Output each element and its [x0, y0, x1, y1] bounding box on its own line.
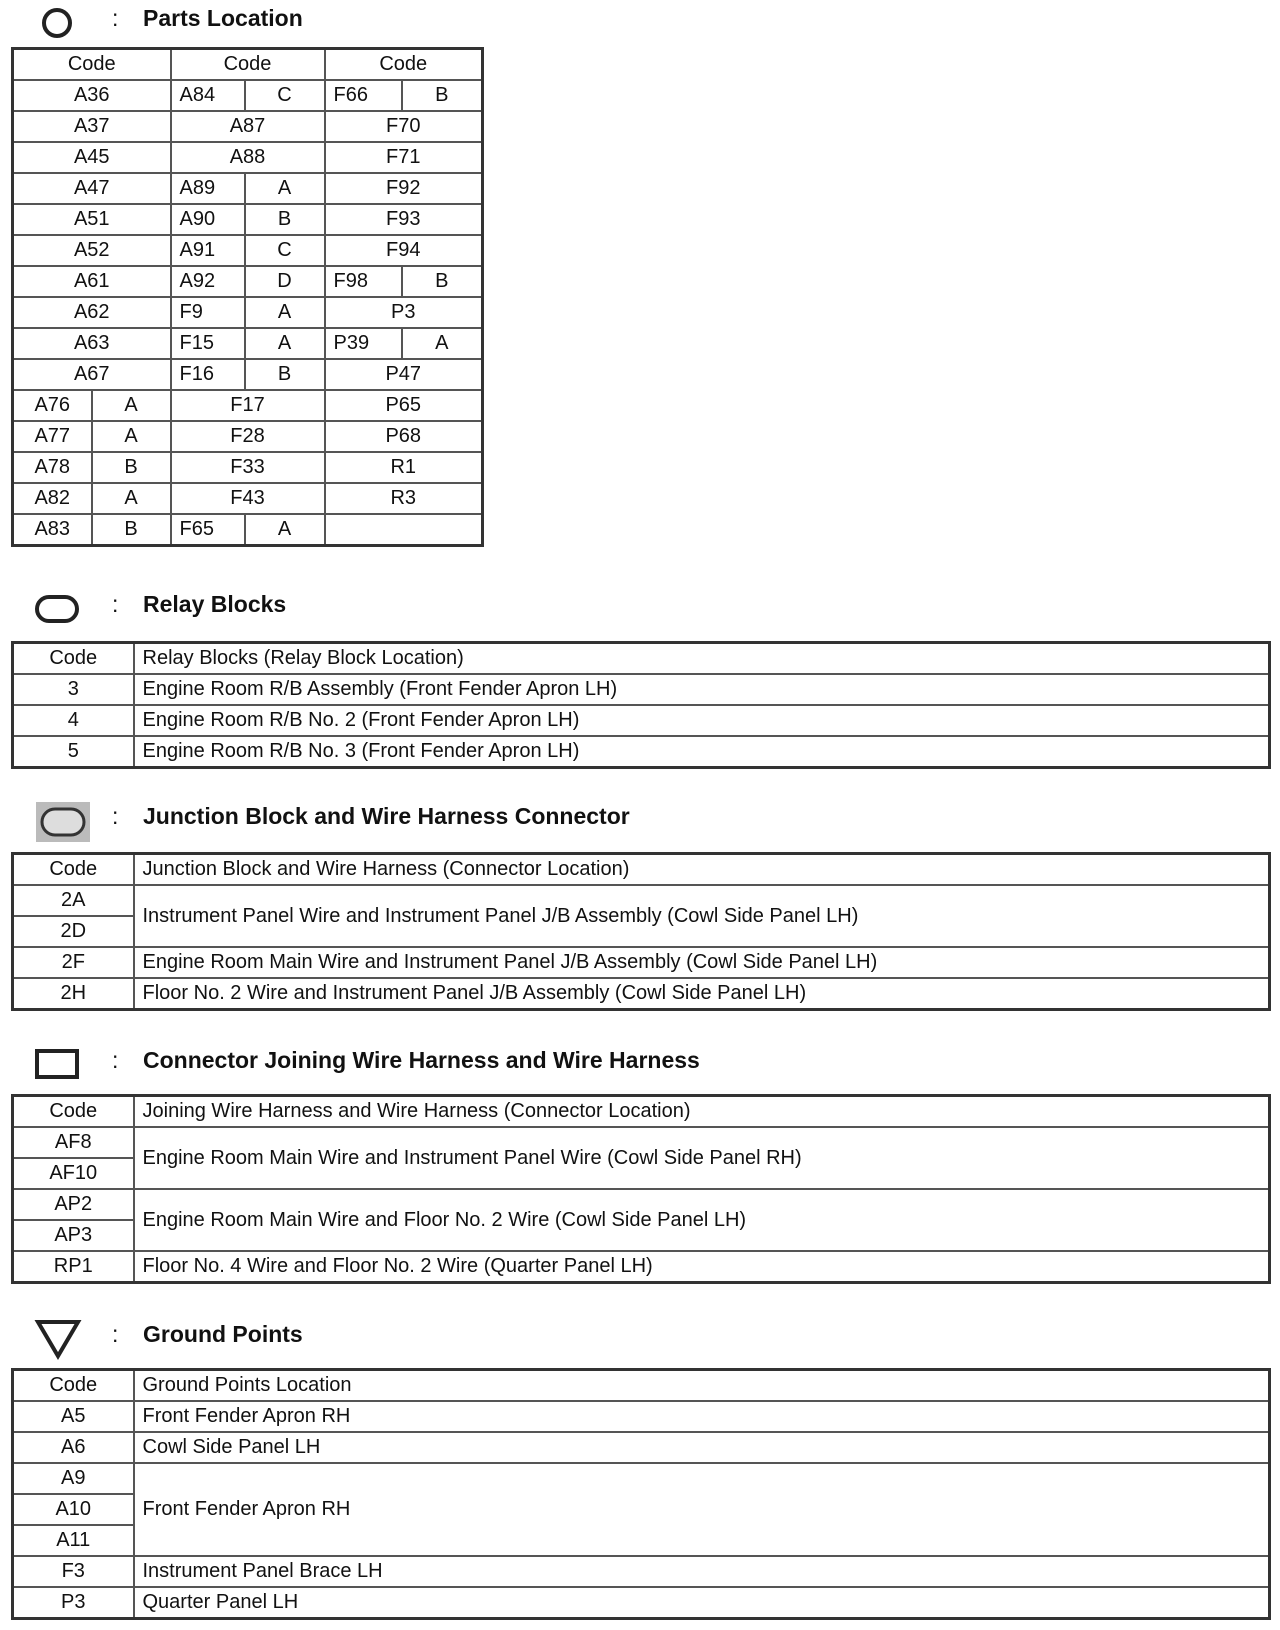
part-code: A76	[13, 390, 92, 421]
parts-location-heading	[0, 2, 1270, 42]
row-description: Floor No. 4 Wire and Floor No. 2 Wire (Quarter Panel LH)	[134, 1251, 1270, 1283]
part-code: F28	[171, 421, 325, 452]
part-code: F15	[171, 328, 245, 359]
row-code: RP1	[13, 1251, 134, 1283]
part-code: R1	[325, 452, 483, 483]
row-code: 2D	[13, 916, 134, 947]
part-variant: A	[92, 421, 171, 452]
column-header: Code	[325, 49, 483, 81]
part-code: A82	[13, 483, 92, 514]
row-description: Engine Room Main Wire and Floor No. 2 Wire (Cowl Side Panel LH)	[134, 1189, 1270, 1251]
part-code: F66	[325, 80, 402, 111]
row-code: A10	[13, 1494, 134, 1525]
table-row	[13, 1127, 1270, 1158]
section-title: Relay Blocks	[143, 591, 287, 617]
table-row	[13, 111, 483, 142]
row-code: A6	[13, 1432, 134, 1463]
column-header: Code	[13, 643, 134, 675]
part-code: A90	[171, 204, 245, 235]
rectangle-icon	[35, 1049, 81, 1081]
relay-blocks-table	[11, 641, 1271, 769]
part-code: A84	[171, 80, 245, 111]
row-code: AP2	[13, 1189, 134, 1220]
row-code: 2H	[13, 978, 134, 1010]
oval-icon	[34, 594, 80, 624]
row-description: Instrument Panel Wire and Instrument Panel J/B Assembly (Cowl Side Panel LH)	[134, 885, 1270, 947]
part-variant: A	[92, 483, 171, 514]
part-variant: B	[92, 452, 171, 483]
column-header: Code	[13, 1096, 134, 1128]
part-code: P47	[325, 359, 483, 390]
part-variant: D	[245, 266, 325, 297]
part-variant: C	[245, 235, 325, 266]
part-code: F33	[171, 452, 325, 483]
part-code: F71	[325, 142, 483, 173]
triangle-icon	[34, 1318, 82, 1360]
table-row	[13, 297, 483, 328]
section-title: Ground Points	[143, 1321, 303, 1347]
table-row	[13, 80, 483, 111]
part-variant: B	[402, 80, 483, 111]
row-description: Quarter Panel LH	[134, 1587, 1270, 1619]
table-row	[13, 235, 483, 266]
table-row	[13, 736, 1270, 768]
row-code: P3	[13, 1587, 134, 1619]
table-header-row	[13, 1096, 1270, 1128]
part-variant: A	[402, 328, 483, 359]
row-code: F3	[13, 1556, 134, 1587]
junction-block-table	[11, 852, 1271, 1011]
part-code: A67	[13, 359, 171, 390]
table-row	[13, 452, 483, 483]
part-variant: C	[245, 80, 325, 111]
colon: :	[112, 1321, 119, 1347]
column-header: Code	[13, 854, 134, 886]
row-code: 3	[13, 674, 134, 705]
row-code: AF8	[13, 1127, 134, 1158]
row-description: Engine Room Main Wire and Instrument Panel Wire (Cowl Side Panel RH)	[134, 1127, 1270, 1189]
part-variant: A	[245, 297, 325, 328]
table-row	[13, 173, 483, 204]
table-row	[13, 483, 483, 514]
part-code: F94	[325, 235, 483, 266]
table-row	[13, 1556, 1270, 1587]
column-header: Code	[13, 1370, 134, 1402]
table-header-row	[13, 1370, 1270, 1402]
row-code: AF10	[13, 1158, 134, 1189]
part-code: A47	[13, 173, 171, 204]
connector-table	[11, 1094, 1271, 1284]
table-header-row	[13, 49, 483, 81]
column-header: Joining Wire Harness and Wire Harness (Connector Location)	[134, 1096, 1270, 1128]
part-variant: A	[245, 173, 325, 204]
row-description: Front Fender Apron RH	[134, 1401, 1270, 1432]
part-variant: B	[402, 266, 483, 297]
table-row	[13, 1401, 1270, 1432]
connector-heading	[0, 1044, 1270, 1084]
junction-block-heading	[0, 800, 1270, 840]
table-row	[13, 359, 483, 390]
ground-points-heading	[0, 1318, 1270, 1358]
colon: :	[112, 591, 119, 617]
part-variant: B	[245, 204, 325, 235]
row-code: A9	[13, 1463, 134, 1494]
part-code: A51	[13, 204, 171, 235]
part-code: F98	[325, 266, 402, 297]
row-code: 5	[13, 736, 134, 768]
part-code: A88	[171, 142, 325, 173]
part-code: A83	[13, 514, 92, 546]
table-header-row	[13, 854, 1270, 886]
colon: :	[112, 803, 119, 829]
row-code: AP3	[13, 1220, 134, 1251]
table-row	[13, 705, 1270, 736]
column-header: Code	[171, 49, 325, 81]
part-code: P39	[325, 328, 402, 359]
column-header: Ground Points Location	[134, 1370, 1270, 1402]
row-code: A5	[13, 1401, 134, 1432]
part-code: A62	[13, 297, 171, 328]
row-description: Engine Room R/B No. 3 (Front Fender Apron LH)	[134, 736, 1270, 768]
part-code: A52	[13, 235, 171, 266]
ground-points-table	[11, 1368, 1271, 1620]
part-code: F92	[325, 173, 483, 204]
table-header-row	[13, 643, 1270, 675]
part-code: F9	[171, 297, 245, 328]
part-variant: A	[92, 390, 171, 421]
column-header: Relay Blocks (Relay Block Location)	[134, 643, 1270, 675]
colon: :	[112, 1047, 119, 1073]
part-code: A91	[171, 235, 245, 266]
part-code: F70	[325, 111, 483, 142]
table-row	[13, 266, 483, 297]
row-code: 4	[13, 705, 134, 736]
table-row	[13, 1189, 1270, 1220]
part-variant: A	[245, 514, 325, 546]
part-code: F93	[325, 204, 483, 235]
part-code: A78	[13, 452, 92, 483]
section-title: Connector Joining Wire Harness and Wire Harness	[143, 1047, 700, 1073]
table-row	[13, 674, 1270, 705]
table-row	[13, 947, 1270, 978]
part-code: A36	[13, 80, 171, 111]
table-row	[13, 390, 483, 421]
section-title: Parts Location	[143, 5, 303, 31]
shaded-oval-icon	[34, 800, 92, 844]
part-code: P3	[325, 297, 483, 328]
circle-icon	[40, 6, 74, 40]
part-code: A92	[171, 266, 245, 297]
part-code: A77	[13, 421, 92, 452]
parts-location-table	[11, 47, 484, 547]
row-description: Instrument Panel Brace LH	[134, 1556, 1270, 1587]
colon: :	[112, 5, 119, 31]
part-code: P68	[325, 421, 483, 452]
part-code: A89	[171, 173, 245, 204]
part-code: A63	[13, 328, 171, 359]
table-row	[13, 1463, 1270, 1494]
row-description: Engine Room R/B Assembly (Front Fender Apron LH)	[134, 674, 1270, 705]
table-row	[13, 1251, 1270, 1283]
table-row	[13, 885, 1270, 916]
part-variant: A	[245, 328, 325, 359]
table-row	[13, 1587, 1270, 1619]
row-description: Front Fender Apron RH	[134, 1463, 1270, 1556]
table-row	[13, 328, 483, 359]
part-code	[325, 514, 483, 546]
row-description: Cowl Side Panel LH	[134, 1432, 1270, 1463]
row-description: Floor No. 2 Wire and Instrument Panel J/B Assembly (Cowl Side Panel LH)	[134, 978, 1270, 1010]
part-code: A87	[171, 111, 325, 142]
part-code: A45	[13, 142, 171, 173]
table-row	[13, 421, 483, 452]
part-variant: B	[92, 514, 171, 546]
row-code: 2F	[13, 947, 134, 978]
table-row	[13, 204, 483, 235]
relay-blocks-heading	[0, 588, 1270, 628]
part-code: A37	[13, 111, 171, 142]
table-row	[13, 514, 483, 546]
part-code: F17	[171, 390, 325, 421]
table-row	[13, 1432, 1270, 1463]
section-title: Junction Block and Wire Harness Connector	[143, 803, 630, 829]
part-code: R3	[325, 483, 483, 514]
row-code: 2A	[13, 885, 134, 916]
row-description: Engine Room R/B No. 2 (Front Fender Apron LH)	[134, 705, 1270, 736]
part-code: F43	[171, 483, 325, 514]
table-row	[13, 142, 483, 173]
part-code: P65	[325, 390, 483, 421]
column-header: Junction Block and Wire Harness (Connector Location)	[134, 854, 1270, 886]
part-code: A61	[13, 266, 171, 297]
table-row	[13, 978, 1270, 1010]
column-header: Code	[13, 49, 171, 81]
part-code: F16	[171, 359, 245, 390]
row-code: A11	[13, 1525, 134, 1556]
row-description: Engine Room Main Wire and Instrument Panel J/B Assembly (Cowl Side Panel LH)	[134, 947, 1270, 978]
part-code: F65	[171, 514, 245, 546]
part-variant: B	[245, 359, 325, 390]
